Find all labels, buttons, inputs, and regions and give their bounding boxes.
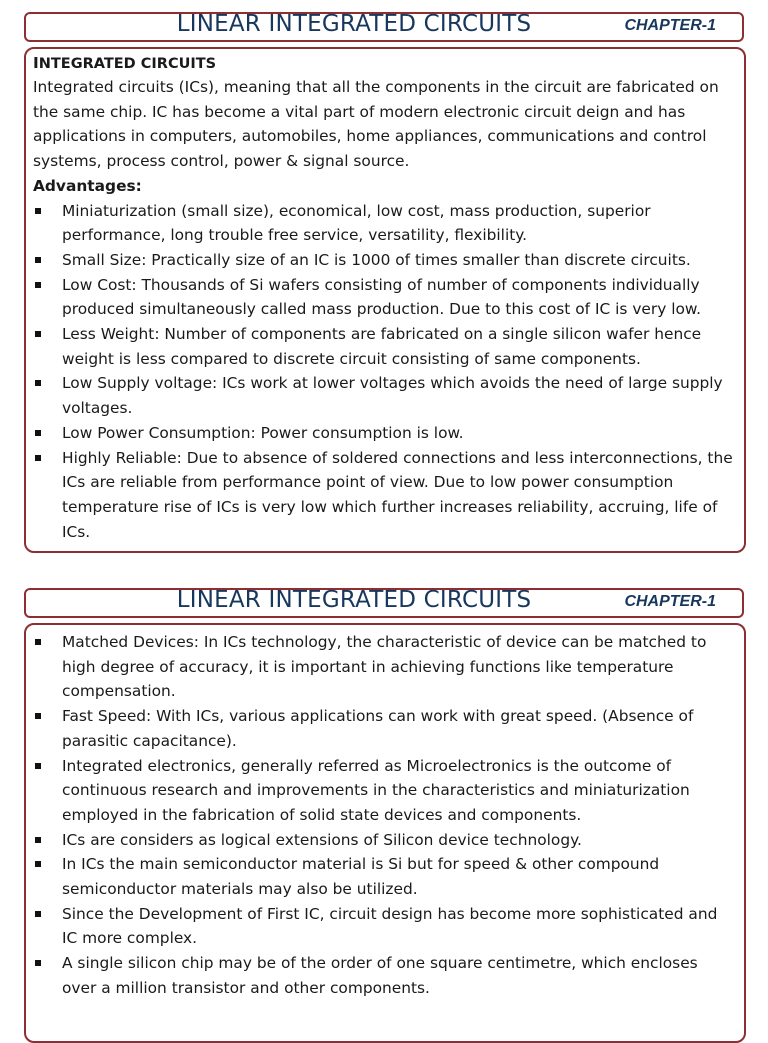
list-item xyxy=(33,371,736,420)
list-item-text: Small Size: Practically size of an IC is 1000 of times smaller than discrete circuits. xyxy=(62,250,691,269)
advantages-label: Advantages: xyxy=(33,176,142,195)
list-item xyxy=(33,248,736,273)
list-item-text: In ICs the main semiconductor material is Si but for speed & other compound semiconductor materials may also be utilized. xyxy=(62,855,660,899)
section-heading-rest: NTEGRATED CIRCUITS xyxy=(38,56,217,72)
list-item-text: Matched Devices: In ICs technology, the characteristic of device can be matched to high degree of accuracy, it is important in achieving functions like temperature compensation. xyxy=(62,633,707,701)
list-item-text: Low Power Consumption: Power consumption is low. xyxy=(62,423,464,442)
list-item-text: Integrated electronics, generally referred as Microelectronics is the outcome of continuous research and improvements in the characteristics and miniaturization employed in the fabrication of solid state devices and components. xyxy=(62,756,690,824)
list-item xyxy=(33,704,736,753)
bullet-square-icon xyxy=(35,861,41,867)
list-item xyxy=(33,852,736,901)
list-item xyxy=(33,951,736,1000)
list-item xyxy=(33,902,736,951)
list-item-text: Low Supply voltage: ICs work at lower voltages which avoids the need of large supply voltages. xyxy=(62,374,723,418)
advantages-list xyxy=(33,199,736,545)
page1-header xyxy=(24,12,744,42)
list-item-text: Miniaturization (small size), economical, low cost, mass production, superior performance, long trouble free service, versatility, flexibility. xyxy=(62,201,651,245)
page1-content-panel xyxy=(24,47,746,553)
page2-header xyxy=(24,588,744,618)
list-item xyxy=(33,828,736,853)
list-item xyxy=(33,446,736,545)
page1-header-title: LINEAR INTEGRATED CIRCUITS xyxy=(176,11,532,37)
list-item-text: Fast Speed: With ICs, various applications can work with great speed. (Absence of parasitic capacitance). xyxy=(62,707,694,750)
list-item-text: Low Cost: Thousands of Si wafers consisting of number of components individually produced simultaneously called mass production. Due to this cost of IC is very low. xyxy=(62,275,701,319)
list-item-text: Since the Development of First IC, circuit design has become more sophisticated and IC more complex. xyxy=(62,904,718,948)
bullet-square-icon xyxy=(35,331,41,337)
list-item-text: Highly Reliable: Due to absence of soldered connections and less interconnections, the ICs are reliable from performance point of view. Due to low power consumption temperature rise of ICs is very low which further increases reliability, accruing, life of ICs. xyxy=(62,448,733,541)
list-item xyxy=(33,421,736,446)
bullet-square-icon xyxy=(35,960,41,966)
bullet-square-icon xyxy=(35,455,41,461)
list-item xyxy=(33,322,736,371)
list-item xyxy=(33,630,736,704)
list-item-text: Less Weight: Number of components are fabricated on a single silicon wafer hence weight is less compared to discrete circuit consisting of same components. xyxy=(62,325,702,368)
list-item-text: ICs are considers as logical extensions of Silicon device technology. xyxy=(62,830,582,849)
bullet-square-icon xyxy=(35,430,41,436)
bullet-square-icon xyxy=(35,282,41,288)
bullet-square-icon xyxy=(35,257,41,263)
bullet-square-icon xyxy=(35,380,41,386)
page2-chapter-label: CHAPTER-1 xyxy=(624,593,716,610)
page2-content-panel xyxy=(24,623,746,1043)
list-item xyxy=(33,199,736,248)
bullet-square-icon xyxy=(35,208,41,214)
list-item xyxy=(33,273,736,322)
list-item-text: A single silicon chip may be of the order of one square centimetre, which encloses over a million transistor and other components. xyxy=(62,954,698,997)
section-heading xyxy=(33,52,736,75)
bullet-square-icon xyxy=(35,837,41,843)
bullet-square-icon xyxy=(35,639,41,645)
list-item xyxy=(33,754,736,828)
features-list xyxy=(33,630,736,1001)
page2-header-title: LINEAR INTEGRATED CIRCUITS xyxy=(176,587,532,613)
bullet-square-icon xyxy=(35,763,41,769)
bullet-square-icon xyxy=(35,911,41,917)
section-heading-initial: I xyxy=(33,54,39,72)
page1-chapter-label: CHAPTER-1 xyxy=(624,17,716,34)
intro-paragraph: Integrated circuits (ICs), meaning that all the components in the circuit are fabricated on the same chip. IC has become a vital part of modern electronic circuit deign and has applications in computers, automobiles, home appliances, communications and control systems, process control, power & signal source. xyxy=(33,78,719,171)
bullet-square-icon xyxy=(35,713,41,719)
